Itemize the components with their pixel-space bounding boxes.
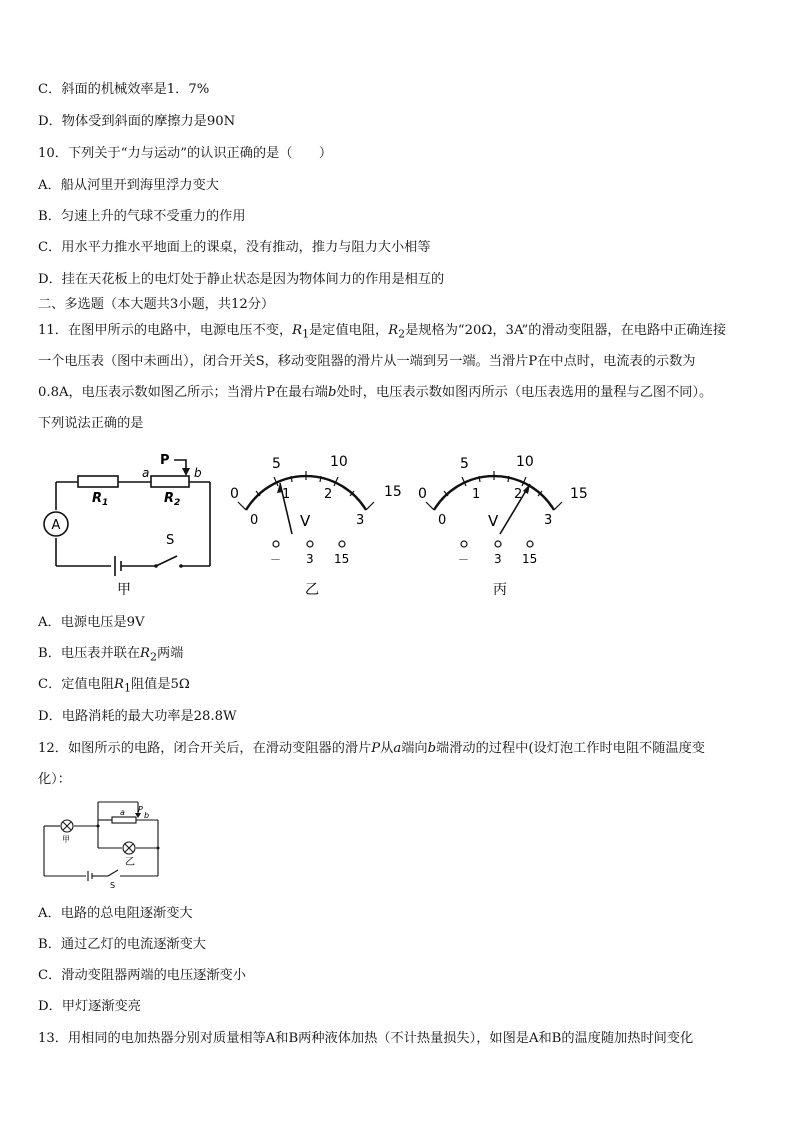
terminal-b-label: b <box>194 466 202 480</box>
meter-scale-arc <box>246 476 366 510</box>
svg-text:0: 0 <box>418 486 427 502</box>
figure-caption: 乙 <box>305 582 319 598</box>
lamp-jia-icon <box>61 820 73 832</box>
q11-figure-jia <box>36 450 222 598</box>
svg-text:15: 15 <box>334 552 350 566</box>
q11-figure-bing <box>408 446 598 598</box>
q12-option-a: A．电路的总电阻逐渐变大 <box>38 906 193 921</box>
q10-option-d: D．挂在天花板上的电灯处于静止状态是因为物体间力的作用是相互的 <box>38 272 445 287</box>
q11-stem-line-4: 下列说法正确的是 <box>38 416 144 431</box>
slider-label: P <box>160 453 170 468</box>
q13-stem: 13．用相同的电加热器分别对质量相等A和B两种液体加热（不计热量损失），如图是A和B的温度随加热时间变化 <box>38 1031 694 1046</box>
svg-text:－: － <box>270 553 281 566</box>
q11-stem-line-1: 11．在图甲所示的电路中，电源电压不变，$R_1$是定值电阻，$R_2$是规格为“20Ω，3A”的滑动变阻器，在电路中正确连接 <box>38 323 727 341</box>
svg-text:S: S <box>110 881 116 890</box>
svg-text:3: 3 <box>356 513 365 528</box>
svg-text:1: 1 <box>282 487 291 502</box>
svg-text:3: 3 <box>494 552 502 566</box>
q12-option-c: C．滑动变阻器两端的电压逐渐变小 <box>38 968 246 983</box>
q12-figure <box>40 798 170 890</box>
q12-option-d: D．甲灯逐渐变亮 <box>38 999 141 1014</box>
svg-text:甲: 甲 <box>62 835 70 844</box>
ammeter-label: A <box>51 518 61 533</box>
switch-label: S <box>166 533 175 548</box>
svg-text:0: 0 <box>230 486 239 502</box>
q12-stem-line-2: 化）： <box>38 772 71 787</box>
lamp-yi-icon <box>123 842 135 854</box>
svg-text:1: 1 <box>472 487 481 502</box>
figure-caption: 丙 <box>493 582 507 598</box>
q12-option-b: B．通过乙灯的电流逐渐变大 <box>38 937 206 952</box>
svg-text:－: － <box>458 553 469 566</box>
svg-text:5: 5 <box>272 456 281 472</box>
svg-text:5: 5 <box>460 456 469 472</box>
q11-stem-line-3: 0.8A，电压表示数如图乙所示；当滑片P在最右端b处时，电压表示数如图丙所示（电压表选用的量程与乙图不同）。 <box>38 385 713 400</box>
svg-text:3: 3 <box>544 513 553 528</box>
q9-option-c: C．斜面的机械效率是1．7% <box>38 82 210 97</box>
svg-text:a: a <box>120 808 125 817</box>
q10-option-a: A．船从河里开到海里浮力变大 <box>38 178 219 193</box>
svg-text:2: 2 <box>514 487 523 502</box>
q11-stem-line-2: 一个电压表（图中未画出），闭合开关S，移动变阻器的滑片从一端到另一端。当滑片P在中点时，电流表的示数为 <box>38 354 696 369</box>
svg-text:0: 0 <box>250 513 259 528</box>
meter-scale-arc <box>434 476 554 510</box>
svg-text:乙: 乙 <box>125 857 135 868</box>
svg-text:15: 15 <box>384 484 402 500</box>
q10-option-b: B．匀速上升的气球不受重力的作用 <box>38 209 246 224</box>
unit-label: V <box>300 512 311 530</box>
svg-text:P: P <box>138 805 143 814</box>
q11-option-d: D．电路消耗的最大功率是28.8W <box>38 709 237 724</box>
terminal-a-label: a <box>142 466 150 480</box>
q11-figure-yi <box>220 446 410 598</box>
figure-caption: 甲 <box>117 582 131 598</box>
svg-text:3: 3 <box>306 552 314 566</box>
slider-arrow <box>182 468 190 476</box>
svg-text:15: 15 <box>522 552 538 566</box>
svg-text:10: 10 <box>330 454 348 470</box>
q9-option-d: D．物体受到斜面的摩擦力是90N <box>38 114 236 129</box>
r2-label: $R_2$ <box>164 491 181 508</box>
q10-option-c: C．用水平力推水平地面上的课桌，没有推动，推力与阻力大小相等 <box>38 240 431 255</box>
q10-stem: 10．下列关于“力与运动”的认识正确的是（ ） <box>38 146 333 161</box>
r1-label: $R_1$ <box>92 491 109 508</box>
unit-label: V <box>488 512 499 530</box>
q11-option-c: C．定值电阻$R_1$阻值是5Ω <box>38 677 190 695</box>
q11-option-b: B．电压表并联在$R_2$两端 <box>38 646 184 664</box>
q12-stem-line-1: 12．如图所示的电路，闭合开关后，在滑动变阻器的滑片P从a端向b端滑动的过程中(设灯泡工作时电阻不随温度变 <box>38 741 705 756</box>
svg-text:15: 15 <box>570 486 588 502</box>
section-heading: 二、多选题（本大题共3小题，共12分） <box>38 297 275 312</box>
svg-text:2: 2 <box>324 487 333 502</box>
svg-text:b: b <box>144 811 150 820</box>
svg-text:0: 0 <box>438 513 447 528</box>
svg-text:10: 10 <box>516 454 534 470</box>
q11-option-a: A．电源电压是9V <box>38 615 145 630</box>
